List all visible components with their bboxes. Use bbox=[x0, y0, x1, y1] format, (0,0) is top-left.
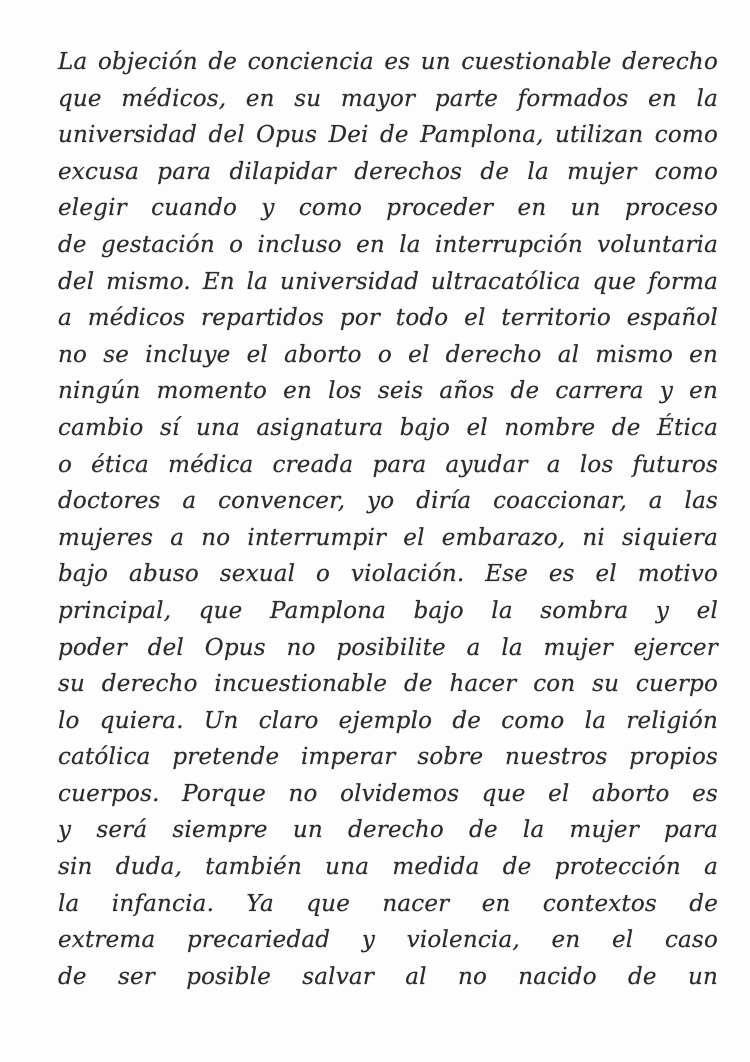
text-line: La objeción de conciencia es un cuestionable derecho bbox=[58, 49, 718, 75]
text-line: mujeres a no interrumpir el embarazo, ni siquiera bbox=[58, 524, 718, 551]
text-line: su derecho incuestionable de hacer con su cuerpo bbox=[58, 671, 718, 698]
text-line: ningún momento en los seis años de carrera y en bbox=[58, 378, 718, 405]
text-line: católica pretende imperar sobre nuestros propios bbox=[58, 744, 718, 771]
text-line: poder del Opus no posibilite a la mujer ejercer bbox=[58, 634, 718, 661]
text-line: a médicos repartidos por todo el territorio español bbox=[58, 305, 718, 332]
text-line: cuerpos. Porque no olvidemos que el aborto es bbox=[58, 780, 718, 807]
text-line: no se incluye el aborto o el derecho al mismo en bbox=[58, 341, 718, 368]
text-line: o ética médica creada para ayudar a los futuros bbox=[58, 451, 718, 478]
text-line: sin duda, también una medida de protección a bbox=[58, 854, 718, 881]
text-line: del mismo. En la universidad ultracatólica que forma bbox=[58, 268, 718, 295]
handwritten-text bbox=[58, 44, 718, 995]
text-line: que médicos, en su mayor parte formados en la bbox=[58, 85, 718, 112]
text-line: la infancia. Ya que nacer en contextos de bbox=[58, 890, 718, 917]
text-line: lo quiera. Un claro ejemplo de como la religión bbox=[58, 707, 718, 734]
text-line: doctores a convencer, yo diría coaccionar, a las bbox=[58, 488, 718, 515]
text-line: cambio sí una asignatura bajo el nombre de Ética bbox=[58, 414, 718, 441]
text-line: extrema precariedad y violencia, en el caso bbox=[58, 927, 718, 954]
text-line: elegir cuando y como proceder en un proceso bbox=[58, 195, 718, 222]
text-line: universidad del Opus Dei de Pamplona, utilizan como bbox=[58, 122, 718, 149]
text-line: excusa para dilapidar derechos de la mujer como bbox=[58, 158, 718, 185]
text-line: principal, que Pamplona bajo la sombra y el bbox=[58, 597, 718, 624]
text-line: y será siempre un derecho de la mujer para bbox=[58, 817, 718, 844]
text-line: de gestación o incluso en la interrupción voluntaria bbox=[58, 231, 718, 258]
text-line: bajo abuso sexual o violación. Ese es el motivo bbox=[58, 561, 718, 588]
text-line: de ser posible salvar al no nacido de un bbox=[58, 963, 718, 990]
